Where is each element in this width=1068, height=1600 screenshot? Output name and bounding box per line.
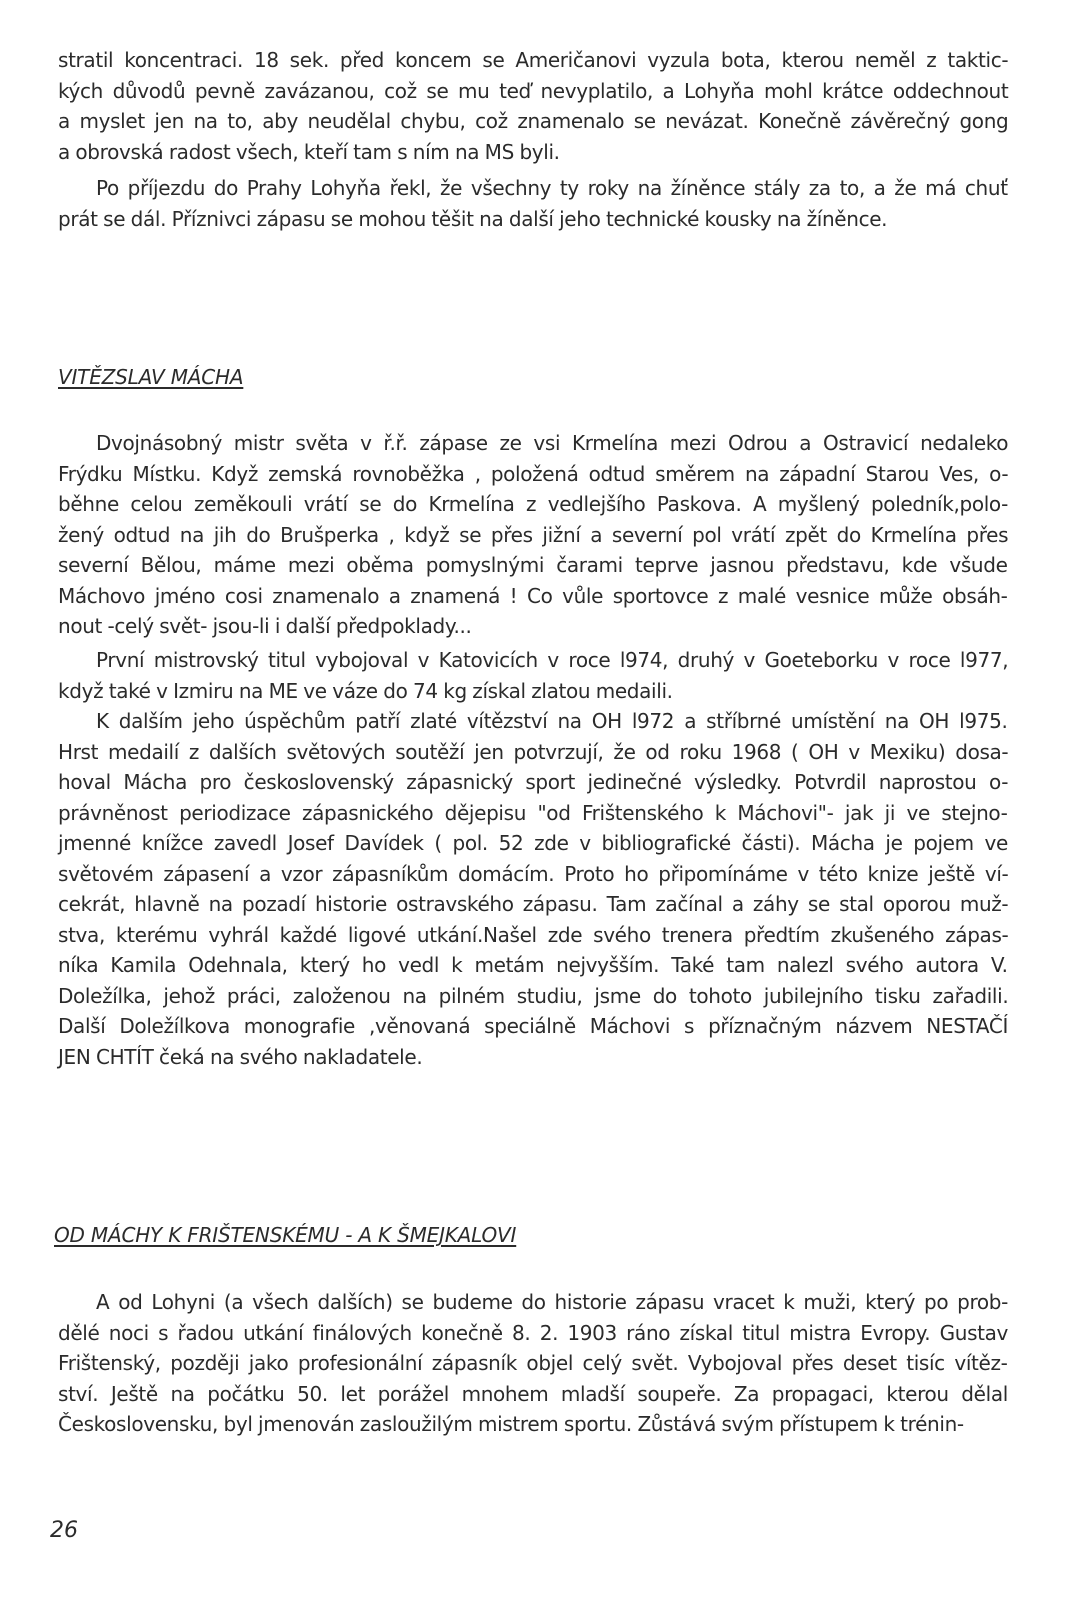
fristensky-paragraph-1 — [58, 1287, 1008, 1440]
text-line: První mistrovský titul vybojoval v Katovicích v roce l974, druhý v Goeteborku v roce l977, — [96, 648, 1009, 672]
text-line: a myslet jen na to, aby neudělal chybu, což znamenalo se nevázat. Konečně závěrečný gong — [58, 109, 1009, 133]
intro-paragraph-2 — [58, 173, 1008, 234]
text-line: dělé noci s řadou utkání finálových konečně 8. 2. 1903 ráno získal titul mistra Evropy. Gustav — [58, 1320, 1009, 1345]
macha-paragraph-1 — [58, 428, 1008, 642]
text-line: Dvojnásobný mistr světa v ř.ř. zápase ze vsi Krmelína mezi Odrou a Ostravicí nedaleko — [96, 431, 1009, 455]
text-line: prát se dál. Příznivci zápasu se mohou těšit na další jeho technické kousky na žíněnce. — [58, 206, 888, 231]
text-line: jmenné knížce zavedl Josef Davídek ( pol. 52 zde v bibliografické části). Mácha je pojem ve — [58, 831, 1008, 855]
intro-paragraph — [58, 45, 1008, 167]
text-line: když také v Izmiru na ME ve váze do 74 kg získal zlatou medaili. — [58, 678, 673, 703]
text-line: Frýdku Místku. Když zemská rovnoběžka , položená odtud směrem na západní Starou Ves, o- — [58, 461, 1009, 486]
text-line: stratil koncentraci. 18 sek. před koncem se Američanovi vyzula bota, kterou neměl z taktic- — [58, 48, 1009, 72]
text-line: cekrát, hlavně na pozadí historie ostravského zápasu. Tam začínal a záhy se stal oporou muž- — [58, 892, 1009, 916]
section-heading-macha: VITĚZSLAV MÁCHA — [58, 365, 244, 389]
text-line: nout -celý svět- jsou-li i další předpoklady... — [58, 614, 472, 638]
text-line: hoval Mácha pro československý zápasnický sport jedinečné výsledky. Potvrdil naprostou o- — [58, 770, 1009, 794]
text-line: světovém zápasení a vzor zápasníkům domácím. Proto ho připomínáme v této knize ještě ví- — [58, 861, 1009, 886]
text-line: Po příjezdu do Prahy Lohyňa řekl, že všechny ty roky na žíněnce stály za to, a že má chuť — [96, 176, 1008, 200]
text-line: Doležílka, jehož práci, založenou na pilném studiu, jsme do tohoto jubilejního tisku zařadili. — [58, 983, 1009, 1008]
text-line: Frištenský, později jako profesionální zápasník objel celý svět. Vybojoval přes deset tisíc vítěz- — [58, 1351, 1008, 1375]
page-number: 26 — [50, 1518, 78, 1543]
text-line: severní Bělou, máme mezi oběma pomyslnými čarami teprve jasnou představu, kde všude — [58, 553, 1008, 577]
text-line: Další Doležílkova monografie ,věnovaná speciálně Máchovi s příznačným názvem NESTAČÍ — [58, 1014, 1009, 1038]
text-line: níka Kamila Odehnala, který ho vedl k metám nejvyšším. Také tam nalezl svého autora V. — [58, 953, 1008, 977]
macha-paragraph-3 — [58, 706, 1008, 1072]
text-line: kých důvodů pevně zavázanou, což se mu teď nevyplatilo, a Lohyňa mohl krátce oddechnout — [58, 78, 1009, 103]
text-line: Hrst medailí z dalších světových soutěží jen potvrzují, že od roku 1968 ( OH v Mexiku) dosa- — [58, 739, 1009, 764]
text-line: Máchovo jméno cosi znamenalo a znamená ! Co vůle sportovce z malé vesnice může obsáh- — [58, 583, 1008, 608]
section-heading-fristensky: OD MÁCHY K FRIŠTENSKÉMU - A K ŠMEJKALOVI — [54, 1223, 517, 1247]
text-line: běhne celou zeměkouli vrátí se do Krmelína z vedlejšího Paskova. A myšlený poledník,polo- — [58, 492, 1009, 516]
text-line: K dalším jeho úspěchům patří zlaté vítězství na OH l972 a stříbrné umístění na OH l975. — [96, 709, 1008, 733]
text-line: právněnost periodizace zápasnického dějepisu "od Frištenského k Máchovi"- jak ji ve stejno- — [58, 800, 1008, 825]
text-line: a obrovská radost všech, kteří tam s ním na MS byli. — [58, 139, 560, 164]
text-line: JEN CHTÍT čeká na svého nakladatele. — [58, 1044, 423, 1069]
macha-paragraph-2 — [58, 645, 1008, 706]
text-line: ství. Ještě na počátku 50. let porážel mnohem mladší soupeře. Za propagaci, kterou dělal — [58, 1381, 1008, 1406]
text-line: stva, kterému vyhrál každé ligové utkání.Našel zde svého trenera předtím zkušeného zápas- — [58, 922, 1009, 947]
text-line: žený odtud na jih do Brušperka , když se přes jižní a severní pol vrátí zpět do Krmelína přes — [58, 522, 1009, 547]
text-line: Československu, byl jmenován zasloužilým mistrem sportu. Zůstává svým přístupem k trénin- — [58, 1412, 964, 1436]
text-line: A od Lohyni (a všech dalších) se budeme do historie zápasu vracet k muži, který po prob- — [96, 1290, 1009, 1314]
